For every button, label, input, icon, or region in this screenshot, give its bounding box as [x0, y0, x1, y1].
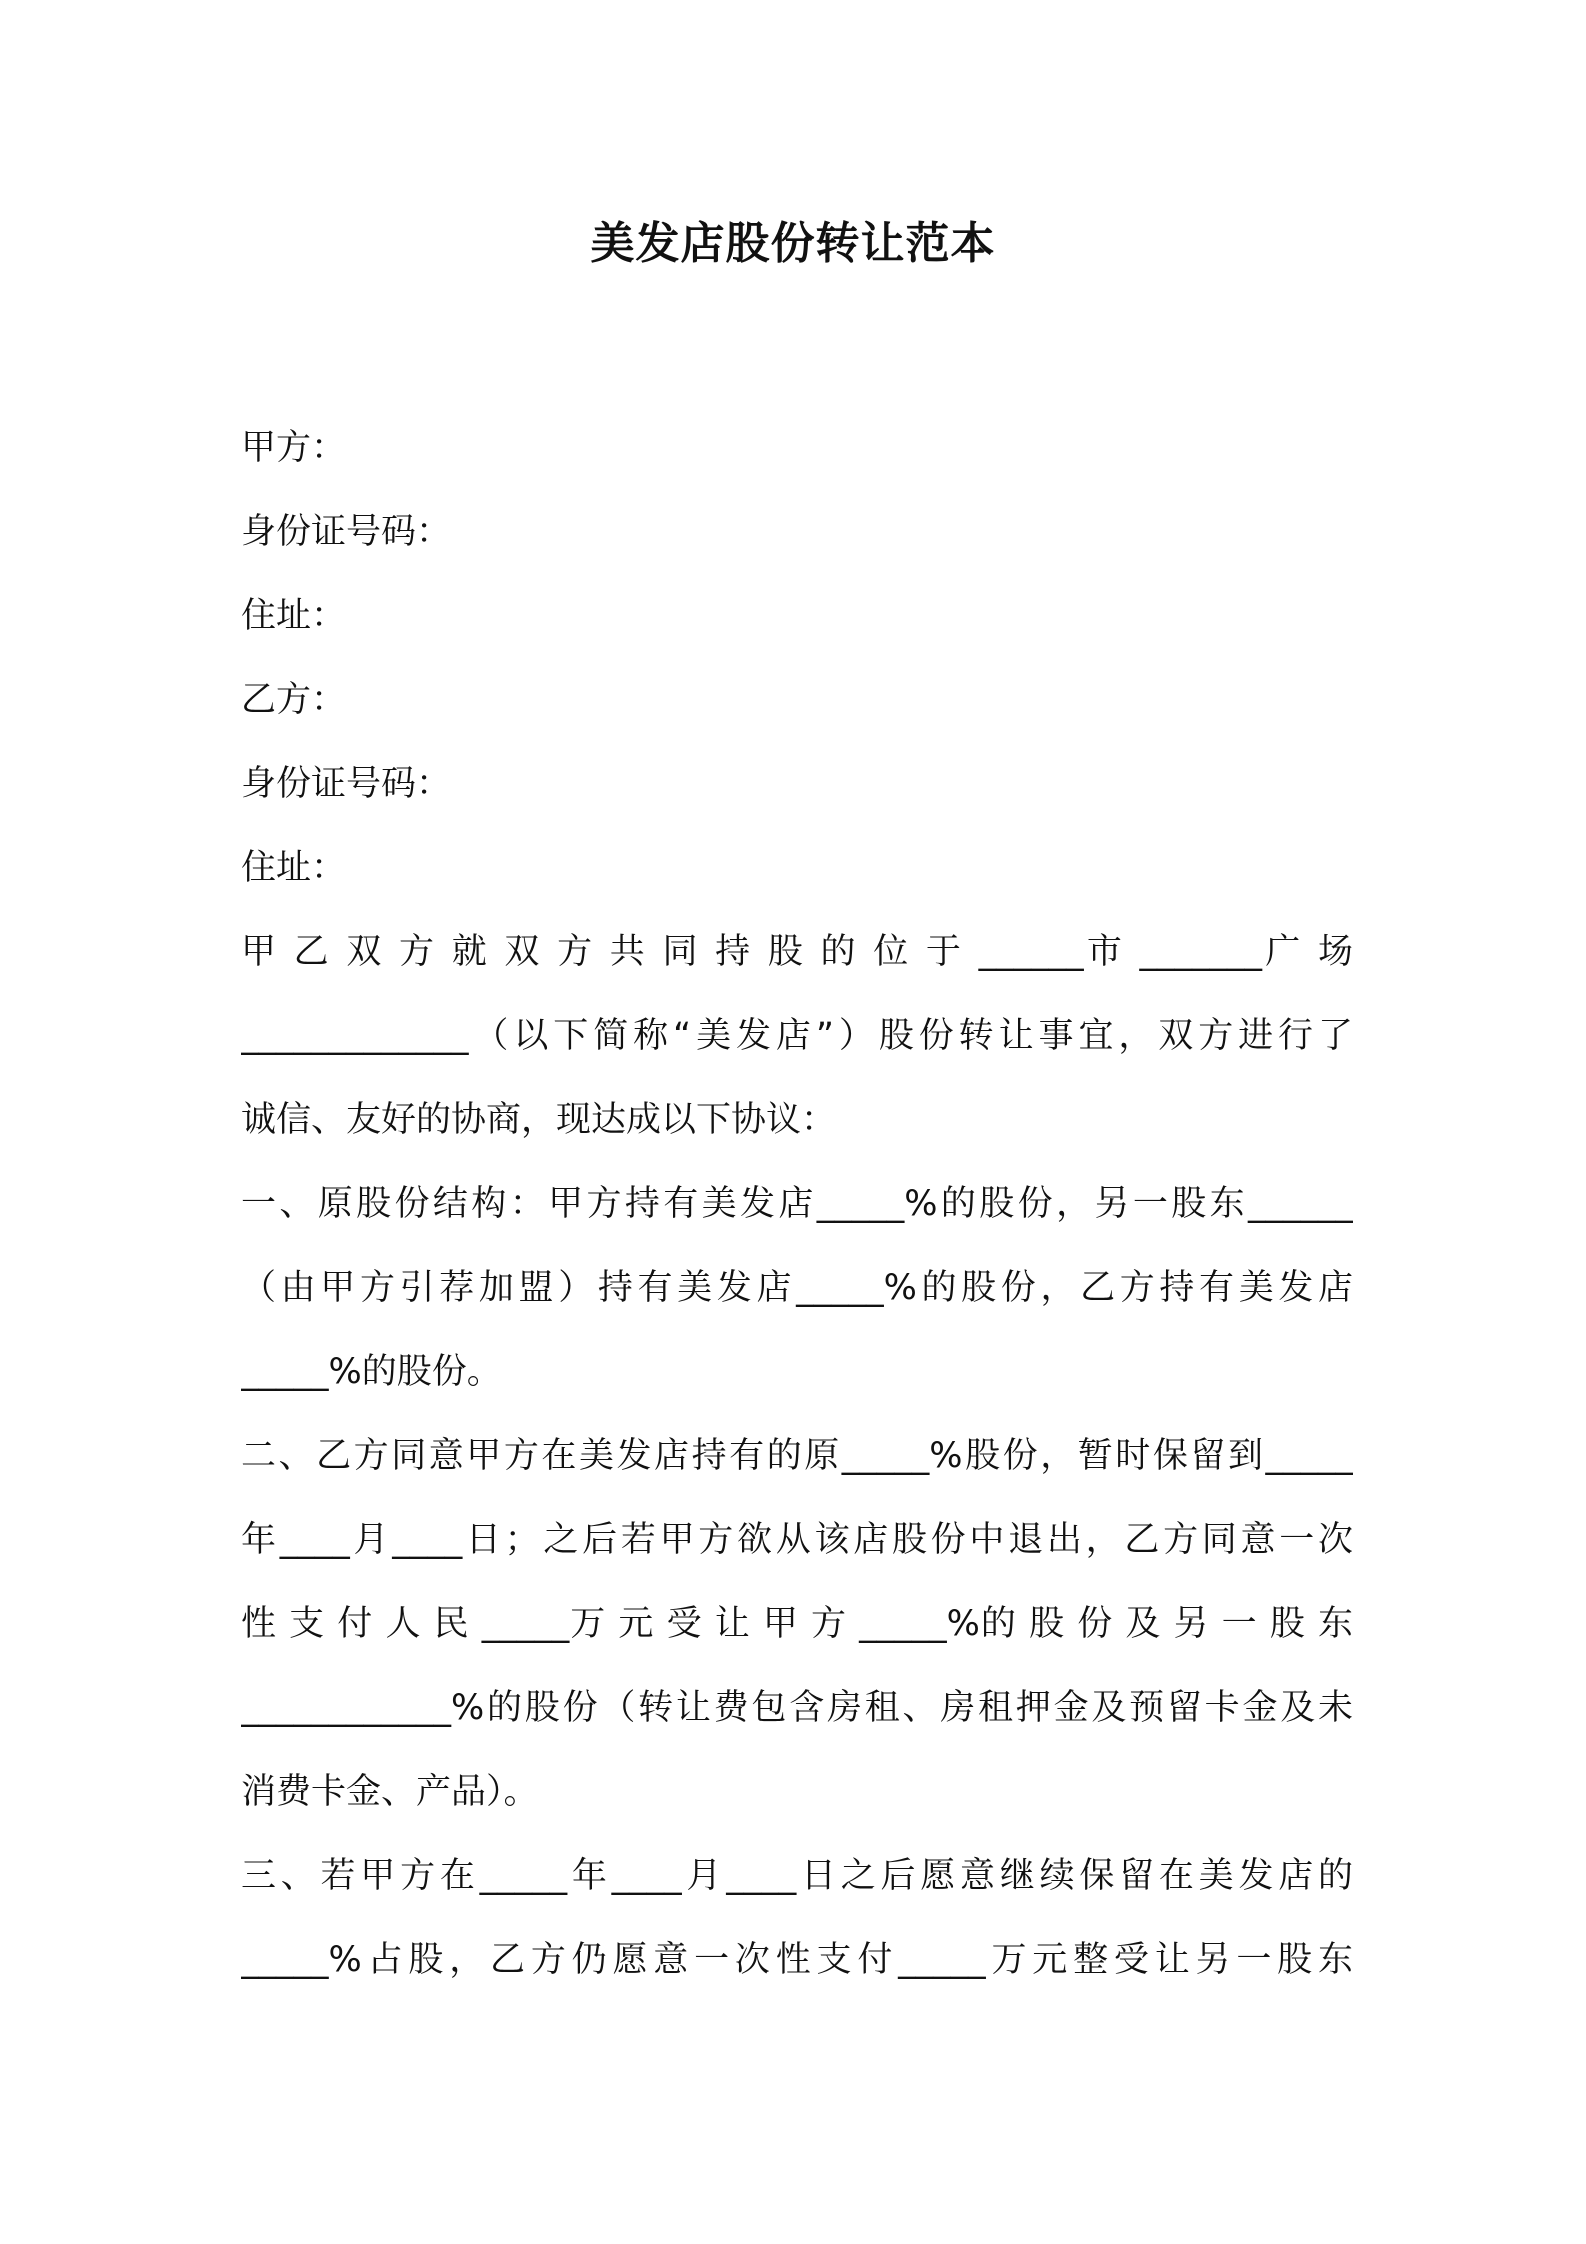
preamble-line-3: 诚信、友好的协商，现达成以下协议：: [241, 1100, 837, 1140]
clause-1-line-2: （由甲方引荐加盟）持有美发店_____%的股份，乙方持有美发店: [241, 1268, 1353, 1308]
party-b-address-label: 住址：: [241, 848, 347, 888]
clause-2-line-5: 消费卡金、产品）。: [241, 1772, 539, 1812]
clause-1-line-3: _____%的股份。: [241, 1352, 502, 1392]
clause-2-line-4: ____________%的股份（转让费包含房租、房租押金及预留卡金及未: [241, 1688, 1353, 1728]
clause-2-line-3: 性 支 付 人 民 _____万 元 受 让 甲 方 _____%的 股 份 及 另 一 股 东: [241, 1604, 1353, 1644]
document-title: 美发店股份转让范本: [590, 218, 996, 269]
party-b-label: 乙方：: [241, 680, 347, 720]
preamble-line-2: _____________（以下简称“美发店”）股份转让事宜，双方进行了: [241, 1016, 1353, 1056]
party-a-id-label: 身份证号码：: [241, 512, 452, 552]
clause-2-line-1: 二、乙方同意甲方在美发店持有的原_____%股份，暂时保留到_____: [241, 1436, 1353, 1476]
preamble-line-1: 甲 乙 双 方 就 双 方 共 同 持 股 的 位 于 ______市 _______广 场: [241, 932, 1353, 972]
party-b-id-label: 身份证号码：: [241, 764, 452, 804]
clause-1-line-1: 一、原股份结构：甲方持有美发店_____%的股份，另一股东______: [241, 1184, 1353, 1224]
party-a-address-label: 住址：: [241, 596, 347, 636]
clause-3-line-2: _____%占股，乙方仍愿意一次性支付_____万元整受让另一股东: [241, 1940, 1353, 1980]
clause-2-line-2: 年____月____日；之后若甲方欲从该店股份中退出，乙方同意一次: [241, 1520, 1353, 1560]
clause-3-line-1: 三、若甲方在_____年____月____日之后愿意继续保留在美发店的: [241, 1856, 1353, 1896]
document-body: [241, 406, 1353, 2002]
party-a-label: 甲方：: [241, 428, 347, 468]
